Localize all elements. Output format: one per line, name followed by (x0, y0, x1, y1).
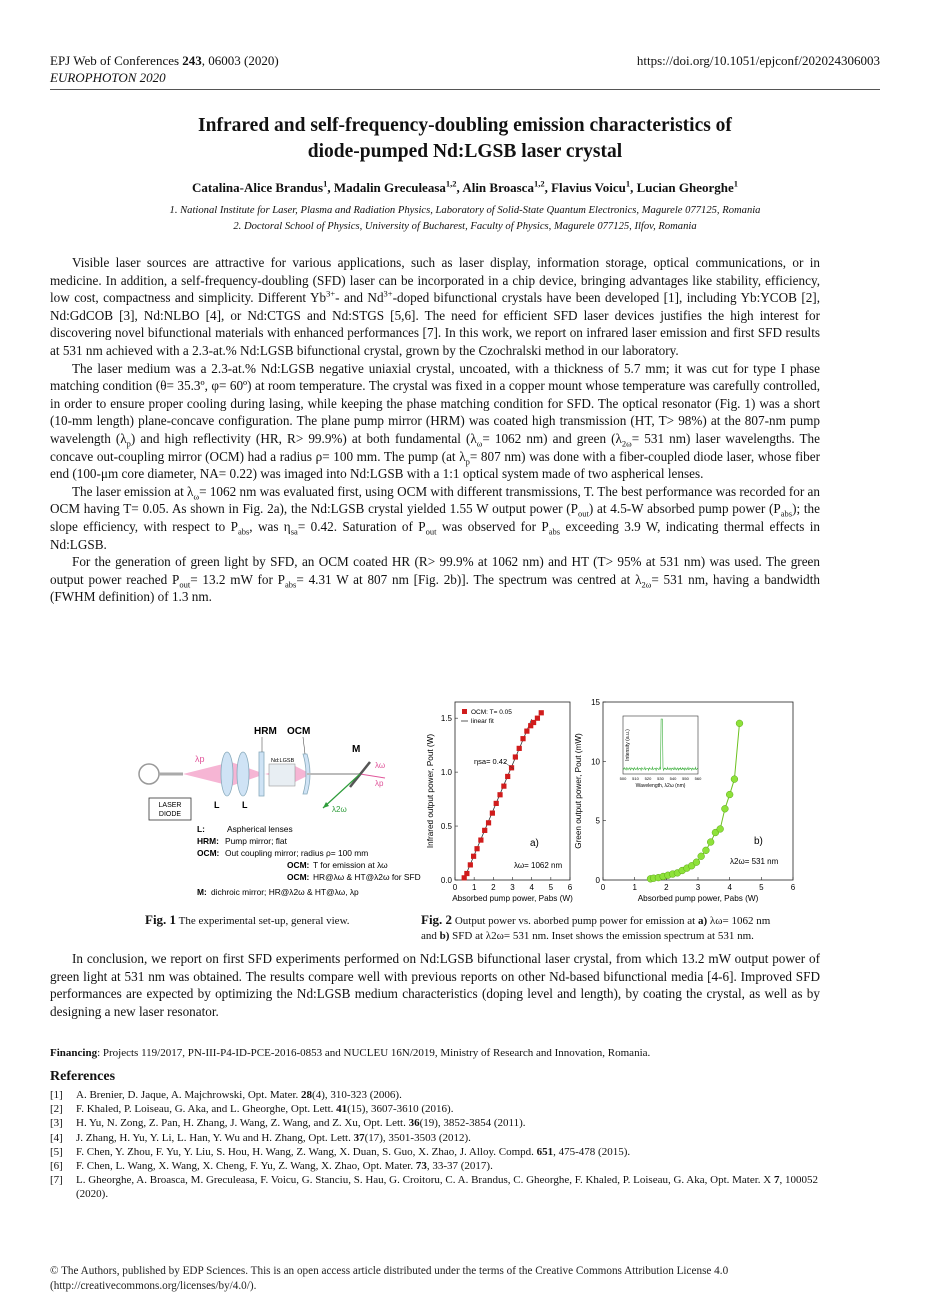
x-tick-label: 5 (759, 883, 764, 892)
plot-frame (455, 702, 570, 880)
inset-y-label: Intensity (a.u.) (625, 729, 631, 761)
data-point (478, 837, 483, 842)
data-point (722, 805, 729, 812)
inset-x-tick-label: 530 (657, 776, 664, 781)
lens-2-label: L (242, 800, 248, 810)
lens-1 (221, 752, 233, 796)
x-tick-label: 0 (600, 883, 606, 892)
inset-x-tick-label: 520 (644, 776, 652, 781)
y-tick-label: 15 (591, 698, 600, 707)
panel-label: b) (754, 836, 763, 847)
affiliation-2: 2. Doctoral School of Physics, University of Bucharest, Faculty of Physics, Magurele 077125, Ilfov, Romania (233, 221, 697, 232)
data-point (490, 811, 495, 816)
data-point (524, 729, 529, 734)
conference-name: EUROPHOTON 2020 (50, 70, 166, 85)
data-point (482, 828, 487, 833)
affiliation-1: 1. National Institute for Laser, Plasma and Radiation Physics, Laboratory of Solid-State Quantum Electronics, Magurele 077125, Romania (169, 205, 761, 216)
reference-item: [6] F. Chen, L. Wang, X. Wang, X. Cheng, F. Yu, Z. Wang, X. Zhao, Opt. Mater. 73, 33-37 (2017). (50, 1160, 493, 1173)
x-tick-label: 2 (664, 883, 669, 892)
x-tick-label: 2 (491, 883, 496, 892)
x-tick-label: 6 (567, 883, 573, 892)
data-point (726, 791, 733, 798)
lens-1-label: L (214, 800, 220, 810)
legend-key-m: M: (197, 887, 207, 897)
inset-x-tick-label: 550 (682, 776, 689, 781)
data-point (486, 820, 491, 825)
y-tick-label: 10 (591, 757, 600, 767)
inset-x-label: Wavelength, λ2ω (nm) (635, 783, 686, 789)
references-heading: References (50, 1069, 116, 1084)
data-point (494, 801, 499, 806)
x-tick-label: 1 (471, 883, 477, 892)
data-point (736, 720, 743, 727)
axes-b (574, 698, 796, 903)
x-tick-label: 1 (632, 883, 637, 892)
legend-marker (462, 709, 467, 714)
y-axis-label: Infrared output power, Pout (W) (426, 733, 435, 849)
legend-text-m: dichroic mirror; HR@λ2ω & HT@λω, λp (211, 887, 359, 897)
legend-text-l: Aspherical lenses (227, 824, 293, 834)
diode-label-1: LASER (158, 802, 182, 809)
figure-1-setup (135, 712, 420, 907)
inset-x-tick-label: 560 (694, 776, 702, 781)
figure-2-caption: Fig. 2 Output power vs. aborbed pump power for emission at a) λω= 1062 nm and b) SFD at λ2ω= 531 nm. Inset shows the emission spectrum at 531 nm. (421, 912, 771, 942)
reference-item: [2] F. Khaled, P. Loiseau, G. Aka, and L. Gheorghe, Opt. Lett. 41(15), 3607-3610 (2016). (50, 1103, 454, 1116)
data-point (520, 736, 525, 741)
journal-citation: EPJ Web of Conferences 243, 06003 (2020) (50, 53, 279, 68)
ir-out (360, 774, 385, 778)
y-tick-label: 0.0 (440, 876, 452, 885)
reference-item: [1] A. Brenier, D. Jaque, A. Majchrowski, Opt. Mater. 28(4), 310-323 (2006). (50, 1089, 402, 1101)
pump-out-lambda-label: λp (375, 779, 384, 788)
legend-key-l: L: (197, 824, 205, 834)
lens-2 (237, 752, 249, 796)
inset-x-tick-label: 540 (669, 776, 677, 781)
figure-2a-chart (418, 694, 588, 909)
y-tick-label: 0 (595, 876, 600, 885)
conclusion-paragraph: In conclusion, we report on first SFD experiments performed on Nd:LGSB bifunctional laser crystal, from which 13.2 mW output power of green light at 531 nm was obtained. The results compare well with previous reports on other Nd-based bifunctional media [4-6]. Improved SFD performances are expected by optimizing the Nd:LGSB medium characteristics (doping level and length), by coating the crystal, as well as by designing a new laser resonator. (50, 951, 820, 1019)
legend-text-ocm: Out coupling mirror; radius ρ= 100 mm (225, 848, 369, 858)
data-point (717, 826, 724, 833)
data-point (501, 784, 506, 789)
reference-item: [4] J. Zhang, H. Yu, Y. Li, L. Han, Y. Wu and H. Zhang, Opt. Lett. 37(17), 3501-3503 (2012). (50, 1131, 471, 1144)
legend-text-hrm: Pump mirror; flat (225, 836, 287, 846)
data-point (693, 859, 700, 866)
reference-item: [5] F. Chen, Y. Zhou, F. Yu, Y. Liu, S. Hou, H. Wang, Z. Wang, X. Duan, S. Guo, X. Zhao, J. Alloy. Compd. 651, 475-478 (2015). (50, 1145, 631, 1158)
dichroic-mirror-label: M (352, 744, 361, 755)
hrm-mirror (259, 752, 264, 796)
pump-lambda-label: λp (195, 754, 205, 764)
data-point (698, 853, 705, 860)
legend-entry: OCM: T= 0.05 (471, 709, 512, 716)
y-axis-label: Green output power, Pout (mW) (574, 733, 583, 849)
doi-link[interactable]: https://doi.org/10.1051/epjconf/202024306003 (636, 53, 880, 68)
figure-1-caption: Fig. 1 The experimental set-up, general view. (145, 912, 350, 927)
reference-list (50, 1088, 820, 1202)
data-point (535, 716, 540, 721)
y-tick-label: 0.5 (440, 822, 452, 832)
data-point (471, 854, 476, 859)
body-paragraphs: Visible laser sources are attractive for various applications, such as laser display, information storage, optical communications, or in medicine. In addition, a self-frequency-doubling (SFD) laser can be incorporated in a chip device, bringing advantages like stability, efficiency, low cost, compactness and simplicity. Different $Yb^{3+}-$ and $Nd^{3+}$-doped bifunctional crystals have been developed [1], including Yb:YCOB [2], Nd:GdCOB [3], Nd:NLBO [4], or Nd:CTGS and Nd:STGS [5,6]. The need for efficient SFD laser devices justifies the high interest for discovering novel bifunctional materials with enhanced performances [7]. In this work, we report on infrared laser emission and first SFD results at 531 nm achieved with a 2.3-at.% Nd:LGSB bifunctional crystal, grown by the Czochralski method in our laboratory. The laser medium was a 2.3-at.% Nd:LGSB negative uniaxial crystal, uncoated, with a thickness of 5.7 mm; it was cut for type I phase matching condition (θ= 35.3º, φ= 60º) at room temperature. The crystal was fixed in a copper mount whose temperature was carefully controlled, in order to ensure proper cooling during lasing, while keeping the phase matching condition for SFD. The optical resonator (Fig. 1) was a short (10-mm length) plane-concave configuration. The plane pump mirror (HRM) was coated high transmission (HT, T> 98%) at the 807-nm pump wavelength $(\lambda_p)$ and high reflectivity (HR, R> 99.9%) at both fundamental ($\lambda_\omega= 1062$ nm) and green ($\lambda_{2\omega}= 531$ nm) laser wavelengths. The concave out-coupling mirror (OCM) had a radius ρ= 100 mm. The pump (at $\lambda_p= 807$ nm) was done with a fiber-coupled diode laser, whose fiber end (100-μm core diameter, NA= 0.22) was imaged into Nd:LGSB with a 1:1 optical system made of two aspherical lenses. The laser emission at $\lambda_\omega= 1062$ nm was evaluated first, using OCM with different transmissions, T. The best performance was recorded for an OCM having T= 0.05. As shown in Fig. 2a), the Nd:LGSB crystal yielded 1.55 W output power $(P_{out})$ at 4.5-W absorbed pump power $(P_{abs})$; the slope efficiency, with respect to $P_{abs}$, was $\eta_{sa}= 0.42$. Saturation of $P_{out}$ was observed for $P_{abs}$ exceeding 3.9 W, indicating thermal effects in Nd:LGSB. For the generation of green light by SFD, an OCM coated HR (R> 99.9% at 1062 nm) and HT (T> 95% at 531 nm) was used. The green output power reached $P_{out}= 13.2$ mW for $P_{abs}= 4.31$ W at 807 nm [Fig. 2b)]. The spectrum was centred at $\lambda_{2\omega}= 531$ nm, having a bandwidth (FWHM definition) of 1.3 nm. (50, 255, 821, 605)
x-tick-label: 3 (695, 883, 701, 892)
data-point (707, 839, 714, 846)
data-point (497, 792, 502, 797)
wavelength-annotation: λ2ω= 531 nm (730, 857, 779, 866)
data-point (505, 774, 510, 779)
crystal (269, 764, 295, 786)
x-tick-label: 4 (727, 883, 732, 892)
x-tick-label: 6 (790, 883, 796, 892)
data-point (539, 710, 544, 715)
reference-item: [7] L. Gheorghe, A. Broasca, M. Greculeasa, F. Voicu, G. Stanciu, S. Hau, G. Croitoru, C. A. Brandus, C. Gheorghe, F. Khaled, P. Loiseau, G. Aka, Opt. Mater. X 7, 100052 (2020). (50, 1174, 818, 1201)
axes-a (426, 702, 573, 903)
y-tick-label: 1.5 (440, 714, 452, 724)
header-rule (50, 89, 880, 90)
figure-2b-chart (574, 694, 808, 909)
y-tick-label: 5 (595, 816, 600, 826)
data-point (517, 746, 522, 751)
data-point (468, 862, 473, 867)
financing: Financing: Projects 119/2017, PN-III-P4-ID-PCE-2016-0853 and NUCLEU 16N/2019, Ministry of Research and Innovation, Romania. (50, 1047, 651, 1059)
inset-x-tick-label: 500 (619, 776, 627, 781)
x-tick-label: 5 (548, 883, 554, 892)
legend-key-ocm-t: OCM: (287, 860, 310, 870)
author-list: Catalina-Alice Brandus$^1$, Madalin Greculeasa$^{1,2}$, Alin Broasca$^{1,2}$, Flavius Voicu$^1$, Lucian Gheorghe$^1$ (191, 178, 739, 195)
ir-lambda-label: λω (375, 761, 386, 770)
data-point (464, 871, 469, 876)
panel-label: a) (530, 838, 539, 849)
data-point (474, 846, 479, 851)
data-point (703, 847, 710, 854)
inset-x-tick-label: 510 (632, 776, 639, 781)
legend-entry: linear fit (471, 718, 494, 725)
paper-title: Infrared and self-frequency-doubling emission characteristics of diode-pumped Nd:LGSB laser crystal (198, 115, 732, 162)
license-footer: © The Authors, published by EDP Sciences. This is an open access article distributed under the terms of the Creative Commons Attribution License 4.0 (http://creativecommons.org/licenses/by/4.0/). (50, 1265, 729, 1292)
slope-annotation: ηsa= 0.42 (474, 757, 508, 766)
crystal-label: Nd:LGSB (271, 758, 295, 764)
legend-text-ocm-hr: HR@λω & HT@λ2ω for SFD (313, 872, 421, 882)
legend-key-ocm-hr: OCM: (287, 872, 310, 882)
wavelength-annotation: λω= 1062 nm (514, 861, 563, 870)
x-tick-label: 4 (529, 883, 534, 892)
x-axis-label: Absorbed pump power, Pabs (W) (452, 894, 573, 903)
legend-text-ocm-t: T for emission at λω (313, 860, 388, 870)
legend-key-hrm: HRM: (197, 836, 219, 846)
green-lambda-label: λ2ω (332, 805, 347, 814)
data-point (513, 754, 518, 759)
legend-key-ocm: OCM: (197, 848, 220, 858)
data-point (731, 776, 738, 783)
ocm-pointer (303, 737, 305, 754)
x-tick-label: 0 (452, 883, 458, 892)
fiber-coil (139, 764, 159, 784)
reference-item: [3] H. Yu, N. Zong, Z. Pan, H. Zhang, J. Wang, Z. Wang, and Z. Xu, Opt. Lett. 36(19), 3852-3854 (2011). (50, 1117, 526, 1130)
green-beam (323, 774, 360, 808)
y-tick-label: 1.0 (440, 768, 452, 778)
diode-label-2: DIODE (158, 811, 182, 818)
x-axis-label: Absorbed pump power, Pabs (W) (637, 894, 759, 903)
x-tick-label: 3 (510, 883, 515, 892)
hrm-label: HRM (254, 726, 277, 737)
ocm-label: OCM (287, 726, 311, 737)
